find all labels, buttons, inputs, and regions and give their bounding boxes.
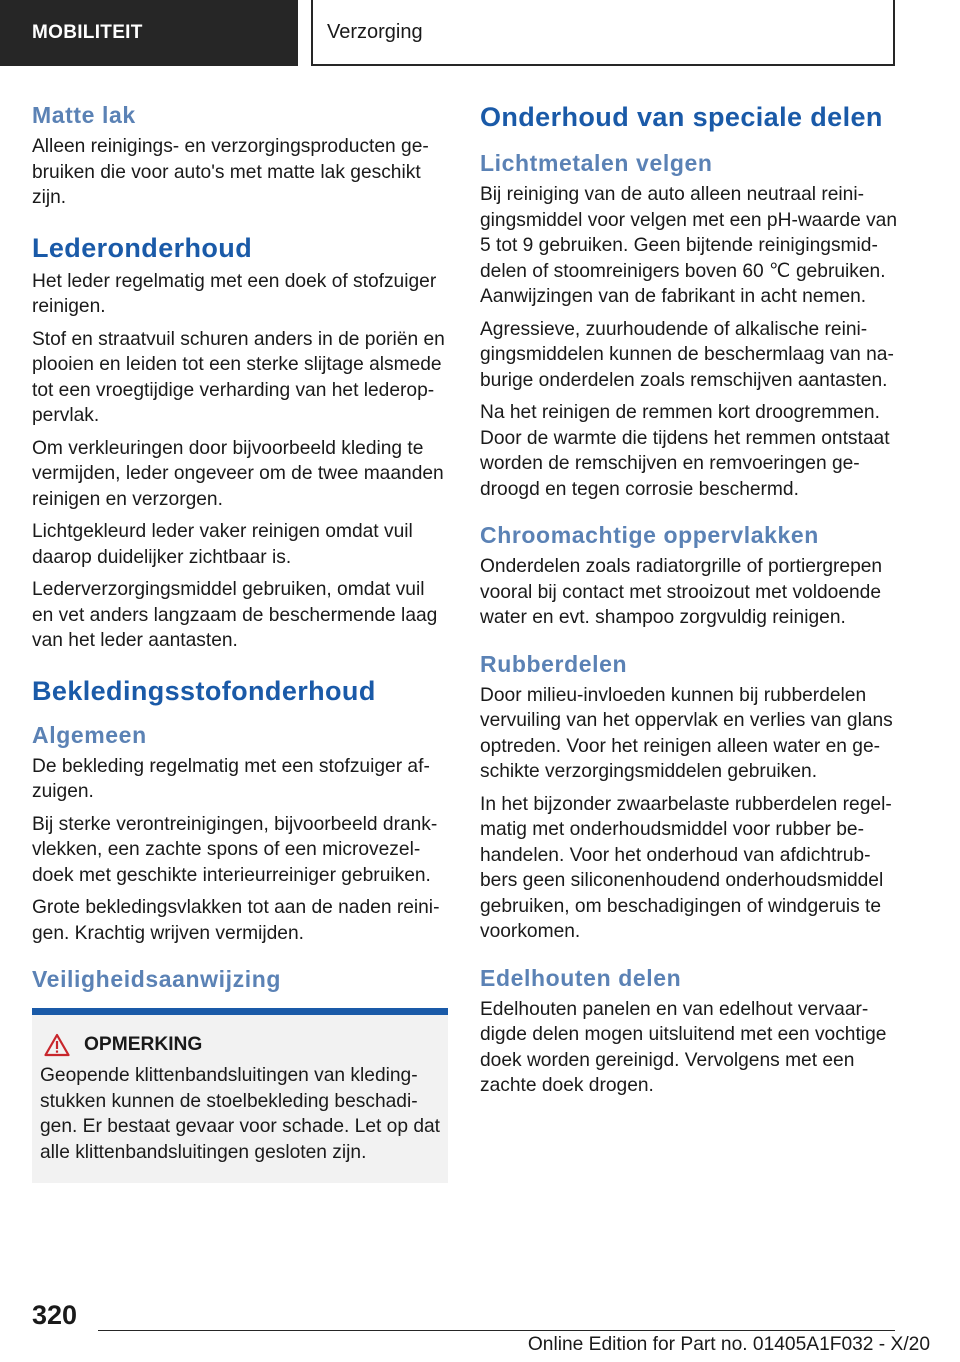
paragraph: Lederverzorgingsmiddel gebruiken, omdat vuil en vet anders langzaam de beschermende laag van het leder aantasten.	[32, 579, 438, 651]
paragraph: Het leder regelmatig met een doek of stofzuiger reinigen.	[32, 270, 437, 317]
paragraph: Grote bekledingsvlakken tot aan de naden reinigen. Krachtig wrijven vermijden.	[32, 897, 440, 944]
section-tab: MOBILITEIT	[0, 0, 298, 66]
warning-triangle-icon	[44, 1033, 70, 1057]
paragraph: Alleen reinigings- en verzorgingsproducten gebruiken die voor auto's met matte lak geschikt zijn.	[32, 136, 429, 208]
heading-rubber: Rubberdelen	[480, 650, 628, 677]
paragraph: Lichtgekleurd leder vaker reinigen omdat vuil daarop duidelijker zichtbaar is.	[32, 521, 413, 568]
notice-text: Geopende klittenbandsluitingen van kledingstukken kunnen de stoelbekleding beschadigen. Er bestaat gevaar voor schade. Let op dat alle klittenbandsluitingen gesloten zijn.	[40, 1065, 441, 1163]
notice-content	[32, 1015, 448, 1183]
paragraph: Stof en straatvuil schuren anders in de poriën en plooien en leiden tot een sterke slijtage alsmede tot een vroegtijdige verharding van het lederoppervlak.	[32, 328, 445, 426]
heading-algemeen: Algemeen	[32, 721, 147, 748]
notice-label: OPMERKING	[84, 1034, 203, 1055]
heading-lederonderhoud: Lederonderhoud	[32, 232, 253, 263]
heading-bekleding: Bekledingsstofonderhoud	[32, 675, 376, 706]
paragraph: Agressieve, zuurhoudende of alkalische reinigingsmiddelen kunnen de beschermlaag van naburige onderdelen zoals remschijven aantasten.	[480, 318, 894, 391]
paragraph: Na het reinigen de remmen kort droogremmen. Door de warmte die tijdens het remmen ontstaat worden de remschijven en remvoeringen gedroogd en tegen corrosie beschermd.	[480, 402, 890, 500]
heading-velgen: Lichtmetalen velgen	[480, 150, 713, 176]
notice-header	[40, 1033, 440, 1057]
notice-box	[32, 1008, 448, 1183]
paragraph: De bekleding regelmatig met een stofzuiger afzuigen.	[32, 755, 430, 802]
paragraph: Onderdelen zoals radiatorgrille of portiergrepen vooral bij contact met strooizout met voldoende water en evt. shampoo zorgvuldig reinigen.	[480, 556, 883, 628]
footer-edition: Online Edition for Part no. 01405A1F032 - X/20	[527, 1334, 930, 1355]
paragraph: Edelhouten panelen en van edelhout vervaardigde delen mogen uitsluitend met een vochtige doek worden gereinigd. Vervolgens met een zachte doek drogen.	[480, 998, 887, 1096]
paragraph: In het bijzonder zwaarbelaste rubberdelen regelmatig met onderhoudsmiddel voor rubber behandelen. Voor het onderhoud van afdichtrubbers geen siliconenhoudend onderhoudsmiddel gebruiken, om beschadigingen of windgeruis te voorkomen.	[480, 793, 892, 942]
chapter-tab: Verzorging	[311, 0, 895, 66]
heading-matte-lak: Matte lak	[32, 102, 136, 128]
page-header	[0, 0, 960, 66]
page-number: 320	[32, 1300, 78, 1330]
heading-veiligheid: Veiligheidsaanwijzing	[32, 966, 282, 992]
left-column	[32, 100, 450, 1183]
paragraph: Om verkleuringen door bijvoorbeeld kleding te vermijden, leder ongeveer om de twee maanden reinigen en verzorgen.	[32, 437, 444, 510]
notice-bar	[32, 1008, 448, 1015]
paragraph: Door milieu-invloeden kunnen bij rubberdelen vervuiling van het oppervlak en verlies van glans optreden. Voor het reinigen alleen water en geschikte verzorgingsmiddelen gebruiken.	[480, 684, 893, 782]
paragraph: Bij sterke verontreinigingen, bijvoorbeeld drankvlekken, een zachte spons of een microvezeldoek met geschikte interieurreiniger gebruiken.	[32, 813, 438, 886]
heading-edelhout: Edelhouten delen	[480, 964, 682, 991]
paragraph: Bij reiniging van de auto alleen neutraal reinigingsmiddel voor velgen met een pH-waarde van 5 tot 9 gebruiken. Geen bijtende reinigingsmiddelen of stoomreinigers boven 60 ℃ gebruiken. Aanwijzingen van de fabrikant in acht nemen.	[480, 184, 898, 307]
footer-divider	[98, 1330, 895, 1331]
right-column	[480, 100, 898, 1106]
heading-speciale-delen: Onderhoud van speciale delen	[480, 102, 883, 132]
heading-chroom: Chroomachtige oppervlakken	[480, 522, 819, 548]
